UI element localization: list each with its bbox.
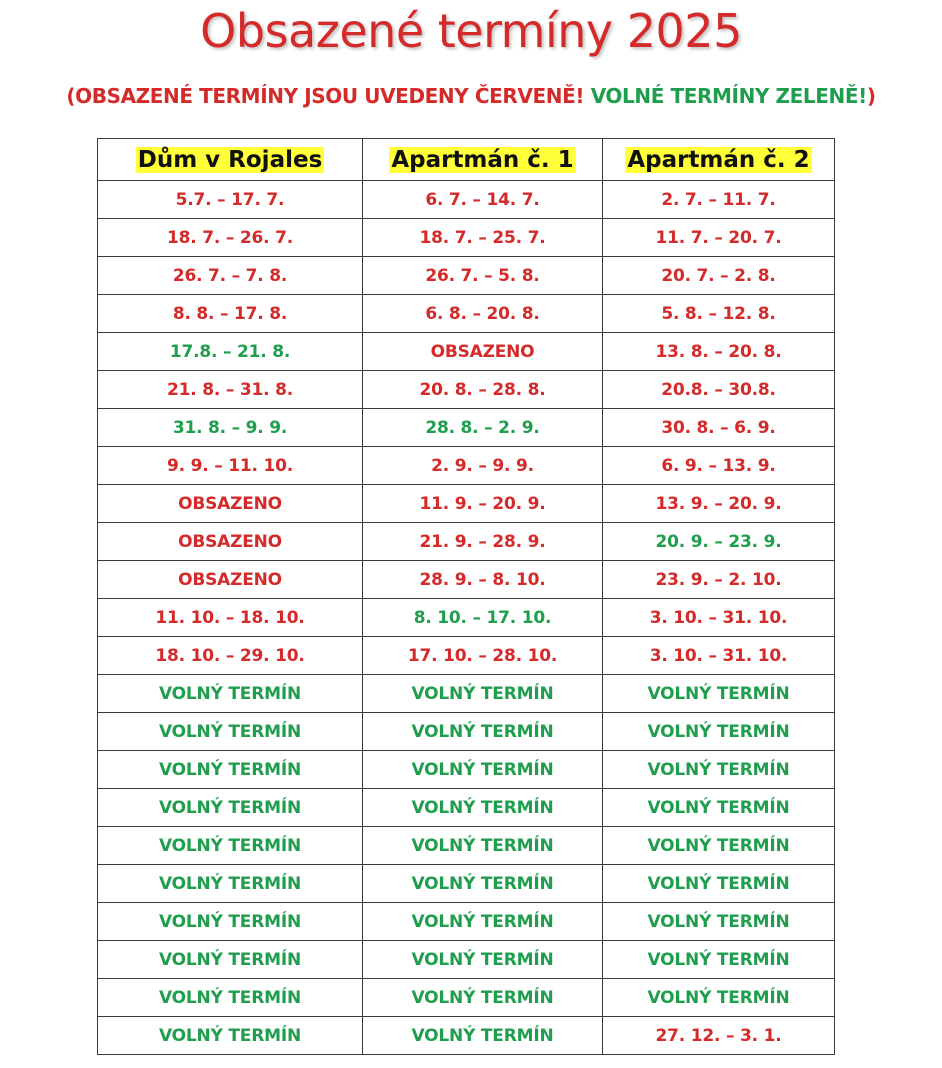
table-row [98, 979, 835, 1017]
date-cell-apartment-1: VOLNÝ TERMÍN [363, 789, 603, 827]
column-header-label: Apartmán č. 1 [391, 146, 574, 173]
date-cell-apartment-2: VOLNÝ TERMÍN [603, 941, 835, 979]
date-cell-house: VOLNÝ TERMÍN [98, 751, 363, 789]
date-cell-apartment-1: VOLNÝ TERMÍN [363, 865, 603, 903]
table-row [98, 181, 835, 219]
date-cell-house: VOLNÝ TERMÍN [98, 865, 363, 903]
table-row [98, 371, 835, 409]
legend-note [0, 84, 942, 108]
legend-open-paren: ( [66, 84, 76, 108]
date-cell-apartment-2: VOLNÝ TERMÍN [603, 827, 835, 865]
date-cell-apartment-2: VOLNÝ TERMÍN [603, 789, 835, 827]
legend-occupied-note: OBSAZENÉ TERMÍNY JSOU UVEDENY ČERVENĚ! [75, 84, 585, 108]
column-header-label: Dům v Rojales [137, 146, 323, 173]
date-cell-house: VOLNÝ TERMÍN [98, 713, 363, 751]
date-cell-apartment-1: VOLNÝ TERMÍN [363, 941, 603, 979]
date-cell-apartment-1: 18. 7. – 25. 7. [363, 219, 603, 257]
table-row [98, 219, 835, 257]
date-cell-apartment-2: VOLNÝ TERMÍN [603, 903, 835, 941]
table-row [98, 561, 835, 599]
date-cell-apartment-1: VOLNÝ TERMÍN [363, 751, 603, 789]
date-cell-house: 18. 7. – 26. 7. [98, 219, 363, 257]
date-cell-apartment-1: 21. 9. – 28. 9. [363, 523, 603, 561]
table-row [98, 675, 835, 713]
column-header-apartment-2 [603, 139, 835, 181]
date-cell-house: 31. 8. – 9. 9. [98, 409, 363, 447]
date-cell-house: 5.7. – 17. 7. [98, 181, 363, 219]
date-cell-house: VOLNÝ TERMÍN [98, 941, 363, 979]
date-cell-house: VOLNÝ TERMÍN [98, 789, 363, 827]
date-cell-house: 17.8. – 21. 8. [98, 333, 363, 371]
date-cell-apartment-2: VOLNÝ TERMÍN [603, 865, 835, 903]
date-cell-house: 18. 10. – 29. 10. [98, 637, 363, 675]
date-cell-house: OBSAZENO [98, 523, 363, 561]
date-cell-apartment-1: 17. 10. – 28. 10. [363, 637, 603, 675]
date-cell-apartment-2: 6. 9. – 13. 9. [603, 447, 835, 485]
date-cell-apartment-2: VOLNÝ TERMÍN [603, 675, 835, 713]
date-cell-house: VOLNÝ TERMÍN [98, 675, 363, 713]
column-header-house [98, 139, 363, 181]
date-cell-apartment-2: VOLNÝ TERMÍN [603, 713, 835, 751]
date-cell-apartment-2: 5. 8. – 12. 8. [603, 295, 835, 333]
table-row [98, 751, 835, 789]
date-cell-apartment-1: 28. 9. – 8. 10. [363, 561, 603, 599]
table-row [98, 447, 835, 485]
date-cell-apartment-2: 27. 12. – 3. 1. [603, 1017, 835, 1055]
date-cell-apartment-2: 13. 8. – 20. 8. [603, 333, 835, 371]
table-row [98, 485, 835, 523]
table-row [98, 827, 835, 865]
date-cell-house: VOLNÝ TERMÍN [98, 979, 363, 1017]
date-cell-apartment-1: VOLNÝ TERMÍN [363, 979, 603, 1017]
table-row [98, 257, 835, 295]
date-cell-apartment-1: 2. 9. – 9. 9. [363, 447, 603, 485]
date-cell-house: 8. 8. – 17. 8. [98, 295, 363, 333]
date-cell-apartment-2: VOLNÝ TERMÍN [603, 979, 835, 1017]
date-cell-apartment-2: 11. 7. – 20. 7. [603, 219, 835, 257]
legend-close-paren: ) [866, 84, 876, 108]
date-cell-apartment-2: 3. 10. – 31. 10. [603, 599, 835, 637]
date-cell-house: VOLNÝ TERMÍN [98, 827, 363, 865]
table-row [98, 599, 835, 637]
table-row [98, 295, 835, 333]
date-cell-apartment-1: 11. 9. – 20. 9. [363, 485, 603, 523]
date-cell-house: OBSAZENO [98, 485, 363, 523]
date-cell-apartment-2: 13. 9. – 20. 9. [603, 485, 835, 523]
table-row [98, 333, 835, 371]
date-cell-apartment-2: 20. 9. – 23. 9. [603, 523, 835, 561]
column-header-label: Apartmán č. 2 [627, 146, 810, 173]
booking-table [97, 138, 835, 1055]
date-cell-apartment-1: 26. 7. – 5. 8. [363, 257, 603, 295]
date-cell-apartment-1: VOLNÝ TERMÍN [363, 1017, 603, 1055]
date-cell-apartment-1: 8. 10. – 17. 10. [363, 599, 603, 637]
date-cell-apartment-1: 20. 8. – 28. 8. [363, 371, 603, 409]
date-cell-apartment-2: 20.8. – 30.8. [603, 371, 835, 409]
date-cell-apartment-2: 3. 10. – 31. 10. [603, 637, 835, 675]
date-cell-apartment-1: VOLNÝ TERMÍN [363, 675, 603, 713]
date-cell-apartment-1: 28. 8. – 2. 9. [363, 409, 603, 447]
date-cell-apartment-2: 2. 7. – 11. 7. [603, 181, 835, 219]
date-cell-house: VOLNÝ TERMÍN [98, 1017, 363, 1055]
date-cell-apartment-1: VOLNÝ TERMÍN [363, 713, 603, 751]
table-row [98, 941, 835, 979]
date-cell-apartment-2: VOLNÝ TERMÍN [603, 751, 835, 789]
date-cell-house: 26. 7. – 7. 8. [98, 257, 363, 295]
page-title: Obsazené termíny 2025 [200, 4, 742, 58]
date-cell-house: 9. 9. – 11. 10. [98, 447, 363, 485]
table-body [98, 181, 835, 1055]
date-cell-apartment-1: VOLNÝ TERMÍN [363, 827, 603, 865]
date-cell-apartment-1: 6. 8. – 20. 8. [363, 295, 603, 333]
table-row [98, 865, 835, 903]
date-cell-house: 11. 10. – 18. 10. [98, 599, 363, 637]
date-cell-apartment-2: 23. 9. – 2. 10. [603, 561, 835, 599]
date-cell-house: OBSAZENO [98, 561, 363, 599]
date-cell-apartment-2: 30. 8. – 6. 9. [603, 409, 835, 447]
date-cell-apartment-1: 6. 7. – 14. 7. [363, 181, 603, 219]
table-row [98, 713, 835, 751]
legend-free-note: VOLNÉ TERMÍNY ZELENĚ! [590, 84, 867, 108]
date-cell-apartment-2: 20. 7. – 2. 8. [603, 257, 835, 295]
date-cell-apartment-1: VOLNÝ TERMÍN [363, 903, 603, 941]
date-cell-house: VOLNÝ TERMÍN [98, 903, 363, 941]
table-header-row [98, 139, 835, 181]
table-row [98, 1017, 835, 1055]
table-row [98, 789, 835, 827]
date-cell-apartment-1: OBSAZENO [363, 333, 603, 371]
table-row [98, 637, 835, 675]
date-cell-house: 21. 8. – 31. 8. [98, 371, 363, 409]
table-row [98, 523, 835, 561]
column-header-apartment-1 [363, 139, 603, 181]
table-row [98, 903, 835, 941]
table-row [98, 409, 835, 447]
